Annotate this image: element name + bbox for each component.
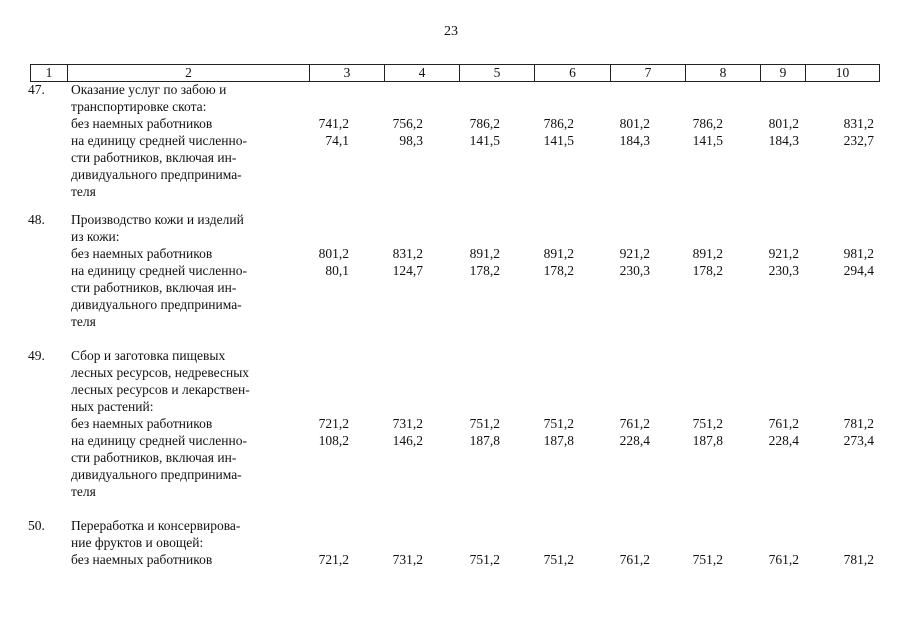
row-label: на единицу средней численно- [71,133,247,148]
value-cell-col-3: 741,2 [318,116,349,131]
value-cell-col-9: 761,2 [768,416,799,431]
table-row [0,296,902,313]
header-col-2: 2 [67,65,309,81]
table-row [0,115,902,132]
row-number: 48. [28,212,45,227]
value-cell-col-6: 187,8 [543,433,574,448]
table-row [0,534,902,551]
table-row [0,364,902,381]
value-cell-col-3: 721,2 [318,416,349,431]
value-cell-col-10: 781,2 [843,552,874,567]
value-cell-col-4: 831,2 [392,246,423,261]
value-cell-col-7: 761,2 [619,416,650,431]
row-label: Сбор и заготовка пищевых [71,348,226,363]
value-cell-col-8: 141,5 [692,133,723,148]
value-cell-col-3: 108,2 [318,433,349,448]
value-cell-col-9: 230,3 [768,263,799,278]
value-cell-col-4: 756,2 [392,116,423,131]
row-number: 47. [28,82,45,97]
header-col-6: 6 [534,65,610,81]
table-row [0,98,902,115]
value-cell-col-6: 751,2 [543,416,574,431]
table-row [0,551,902,568]
header-col-1: 1 [45,65,53,80]
row-label: сти работников, включая ин- [71,150,237,165]
value-cell-col-9: 228,4 [768,433,799,448]
value-cell-col-4: 731,2 [392,416,423,431]
row-label: на единицу средней численно- [71,263,247,278]
value-cell-col-4: 146,2 [392,433,423,448]
value-cell-col-9: 184,3 [768,133,799,148]
value-cell-col-8: 751,2 [692,552,723,567]
value-cell-col-10: 273,4 [843,433,874,448]
row-label: сти работников, включая ин- [71,450,237,465]
header-col-8: 8 [685,65,760,81]
table-row [0,262,902,279]
table-row [0,245,902,262]
row-label: без наемных работников [71,416,213,431]
value-cell-col-7: 230,3 [619,263,650,278]
value-cell-col-6: 178,2 [543,263,574,278]
row-label: теля [71,184,96,199]
row-number: 50. [28,518,45,533]
value-cell-col-5: 187,8 [469,433,500,448]
row-label: лесных ресурсов, недревесных [71,365,250,380]
value-cell-col-10: 232,7 [843,133,874,148]
table-row [0,415,902,432]
value-cell-col-10: 781,2 [843,416,874,431]
table-row [0,313,902,330]
row-label: лесных ресурсов и лекарствен- [71,382,250,397]
value-cell-col-5: 751,2 [469,552,500,567]
table-row [0,483,902,500]
row-label: из кожи: [71,229,120,244]
header-col-3: 3 [309,65,384,81]
value-cell-col-5: 751,2 [469,416,500,431]
value-cell-col-4: 124,7 [392,263,423,278]
value-cell-col-10: 294,4 [843,263,874,278]
value-cell-col-9: 921,2 [768,246,799,261]
value-cell-col-6: 786,2 [543,116,574,131]
table-row [0,279,902,296]
row-label: Производство кожи и изделий [71,212,244,227]
value-cell-col-8: 891,2 [692,246,723,261]
table-row [0,381,902,398]
row-label: ных растений: [71,399,154,414]
row-label: транспортировке скота: [71,99,207,114]
value-cell-col-3: 801,2 [318,246,349,261]
row-label: без наемных работников [71,246,213,261]
header-col-4: 4 [384,65,459,81]
table-row [0,228,902,245]
row-label: на единицу средней численно- [71,433,247,448]
value-cell-col-7: 184,3 [619,133,650,148]
value-cell-col-3: 80,1 [325,263,349,278]
row-label: теля [71,484,96,499]
row-label: дивидуального предпринима- [71,467,242,482]
value-cell-col-4: 98,3 [399,133,423,148]
page-number: 23 [444,24,458,39]
value-cell-col-6: 891,2 [543,246,574,261]
row-label: дивидуального предпринима- [71,167,242,182]
row-number: 49. [28,348,45,363]
value-cell-col-9: 761,2 [768,552,799,567]
value-cell-col-3: 74,1 [325,133,349,148]
header-col-5: 5 [459,65,534,81]
table-row [0,398,902,415]
value-cell-col-4: 731,2 [392,552,423,567]
value-cell-col-7: 921,2 [619,246,650,261]
value-cell-col-3: 721,2 [318,552,349,567]
value-cell-col-8: 178,2 [692,263,723,278]
table-row [0,132,902,149]
row-label: Оказание услуг по забою и [71,82,227,97]
value-cell-col-5: 786,2 [469,116,500,131]
value-cell-col-5: 891,2 [469,246,500,261]
table-row [0,449,902,466]
value-cell-col-7: 801,2 [619,116,650,131]
table-row [0,347,902,364]
row-label: Переработка и консервирова- [71,518,241,533]
row-label: теля [71,314,96,329]
table-row [0,166,902,183]
header-col-9: 9 [760,65,805,81]
value-cell-col-7: 228,4 [619,433,650,448]
table-row [0,432,902,449]
table-row [0,466,902,483]
header-col-10: 10 [805,65,879,81]
table-row [0,183,902,200]
value-cell-col-6: 751,2 [543,552,574,567]
table-row [0,149,902,166]
table-header [30,64,880,82]
value-cell-col-10: 981,2 [843,246,874,261]
value-cell-col-8: 187,8 [692,433,723,448]
value-cell-col-5: 178,2 [469,263,500,278]
value-cell-col-6: 141,5 [543,133,574,148]
table-row [0,517,902,534]
row-label: сти работников, включая ин- [71,280,237,295]
row-label: без наемных работников [71,116,213,131]
row-label: ние фруктов и овощей: [71,535,204,550]
row-label: без наемных работников [71,552,213,567]
value-cell-col-5: 141,5 [469,133,500,148]
value-cell-col-10: 831,2 [843,116,874,131]
value-cell-col-7: 761,2 [619,552,650,567]
table-row [0,81,902,98]
header-col-7: 7 [610,65,685,81]
value-cell-col-9: 801,2 [768,116,799,131]
row-label: дивидуального предпринима- [71,297,242,312]
value-cell-col-8: 786,2 [692,116,723,131]
value-cell-col-8: 751,2 [692,416,723,431]
table-row [0,211,902,228]
